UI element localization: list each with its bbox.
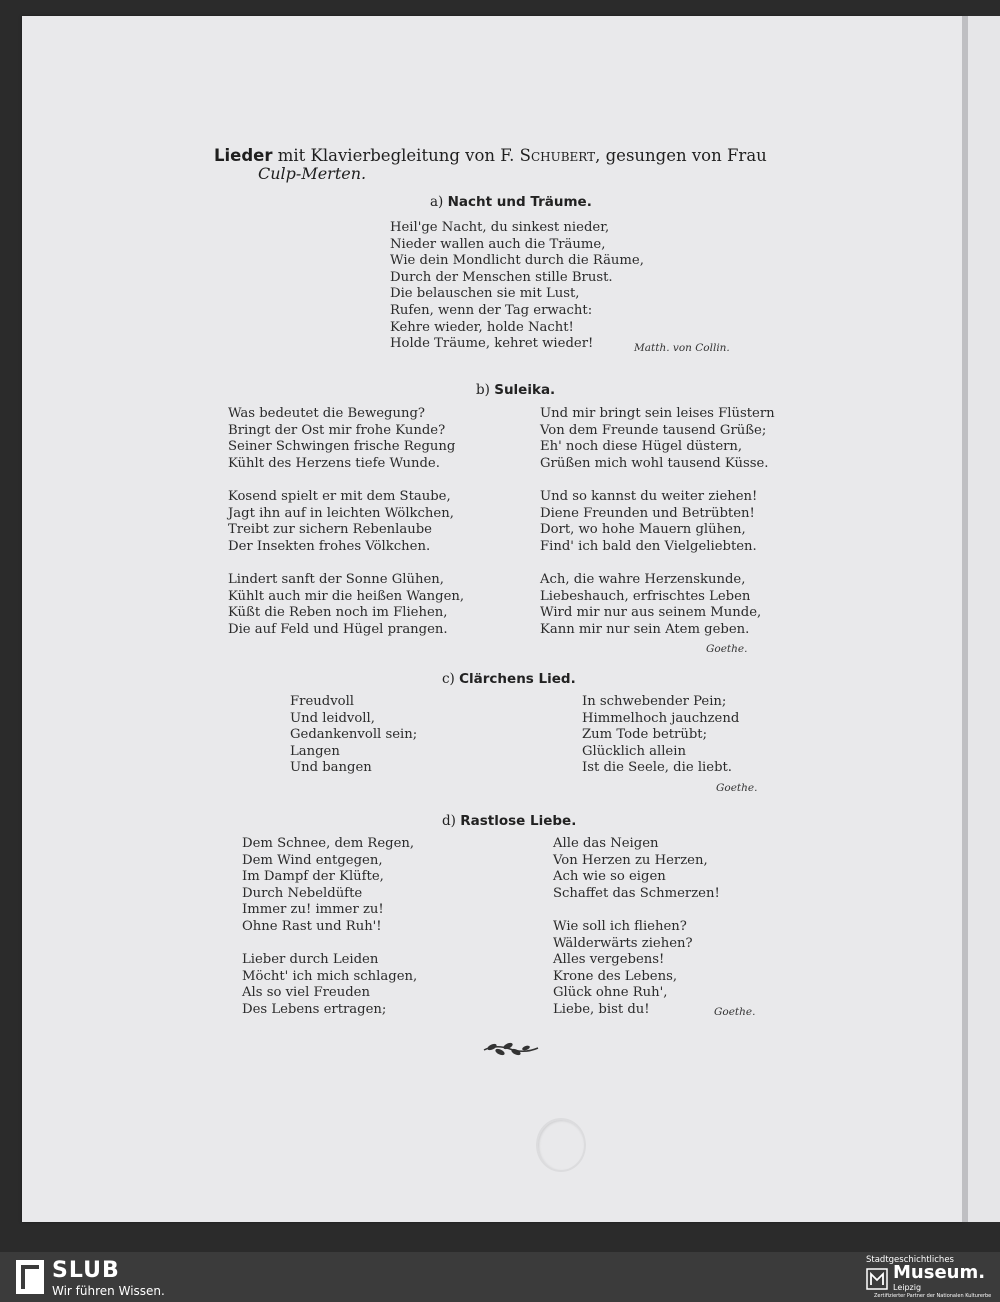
heading-bold: Lieder: [214, 146, 273, 165]
song-d-title: [442, 813, 576, 829]
song-a-title-text: Nacht und Träume.: [447, 194, 592, 210]
song-c-title-text: Clärchens Lied.: [459, 671, 576, 687]
heading-composer: Schubert: [519, 146, 596, 165]
song-b-title: [476, 382, 555, 398]
song-d-title-text: Rastlose Liebe.: [460, 813, 577, 829]
museum-logo-icon: [866, 1268, 888, 1290]
museum-city: Leipzig: [893, 1283, 922, 1292]
song-a-author: Matth. von Collin.: [634, 342, 730, 354]
song-b-title-text: Suleika.: [494, 382, 556, 398]
museum-name[interactable]: Museum.: [893, 1262, 986, 1283]
song-d-letter: d): [442, 813, 456, 829]
slub-logo-icon[interactable]: [16, 1260, 44, 1294]
song-a-title: [430, 194, 592, 210]
heading-text2: , gesungen von Frau: [595, 146, 767, 165]
song-d-author: Goethe.: [714, 1006, 756, 1018]
song-b-author: Goethe.: [706, 643, 748, 655]
song-c-title: [442, 671, 576, 687]
song-b-right: Und mir bringt sein leises Flüstern Von dem Freunde tausend Grüße; Eh' noch diese Hügel düstern, Grüßen mich wohl tausend Küsse. Und so kannst du weiter ziehen! Diene Freunden und Betrübten! Dort, wo hohe Mauern glühen, Find' ich bald den Vielgeliebten. Ach, die wahre Herzenskunde, Liebeshauch, erfrischtes Leben Wird mir nur aus seinem Munde, Kann mir nur sein Atem geben.: [540, 406, 775, 637]
song-d-left: Dem Schnee, dem Regen, Dem Wind entgegen, Im Dampf der Klüfte, Durch Nebeldüfte Immer zu! immer zu! Ohne Rast und Ruh'! Lieber durch Leiden Möcht' ich mich schlagen, Als so viel Freuden Des Lebens ertragen;: [242, 836, 418, 1017]
song-c-letter: c): [442, 671, 455, 687]
song-c-left: Freudvoll Und leidvoll, Gedankenvoll sein; Langen Und bangen: [290, 694, 418, 776]
song-c-right: In schwebender Pein; Himmelhoch jauchzend Zum Tode betrübt; Glücklich allein Ist die Seele, die liebt.: [582, 694, 740, 776]
program-heading: [214, 146, 767, 165]
heading-text: mit Klavierbegleitung von F.: [277, 146, 515, 165]
slub-tagline: Wir führen Wissen.: [52, 1284, 165, 1298]
museum-subline: Zertifizierter Partner der Nationalen Kulturerbe: [874, 1293, 992, 1299]
song-a-letter: a): [430, 194, 444, 210]
footer-bar: [0, 1252, 1000, 1302]
museum-small-label: Stadtgeschichtliches: [866, 1255, 954, 1265]
song-a-text: Heil'ge Nacht, du sinkest nieder, Nieder wallen auch die Träume, Wie dein Mondlicht durch die Räume, Durch der Menschen stille Brust. Die belauschen sie mit Lust, Rufen, wenn der Tag erwacht: Kehre wieder, holde Nacht! Holde Träume, kehret wieder!: [390, 220, 644, 352]
song-b-letter: b): [476, 382, 490, 398]
song-d-right: Alle das Neigen Von Herzen zu Herzen, Ach wie so eigen Schaffet das Schmerzen! Wie soll ich fliehen? Wälderwärts ziehen? Alles vergebens! Krone des Lebens, Glück ohne Ruh', Liebe, bist du!: [553, 836, 720, 1017]
song-b-left: Was bedeutet die Bewegung? Bringt der Ost mir frohe Kunde? Seiner Schwingen frische Regung Kühlt des Herzens tiefe Wunde. Kosend spielt er mit dem Staube, Jagt ihn auf in leichten Wölkchen, Treibt zur sichern Rebenlaube Der Insekten frohes Völkchen. Lindert sanft der Sonne Glühen, Kühlt auch mir die heißen Wangen, Küßt die Reben noch im Fliehen, Die auf Feld und Hügel prangen.: [228, 406, 465, 637]
song-c-author: Goethe.: [716, 782, 758, 794]
slub-name[interactable]: SLUB: [52, 1258, 120, 1283]
floral-ornament-icon: [482, 1040, 540, 1058]
heading-singer: Culp-Merten.: [258, 164, 367, 183]
next-page-edge: [968, 16, 1000, 1222]
embossed-stamp: [536, 1118, 586, 1172]
